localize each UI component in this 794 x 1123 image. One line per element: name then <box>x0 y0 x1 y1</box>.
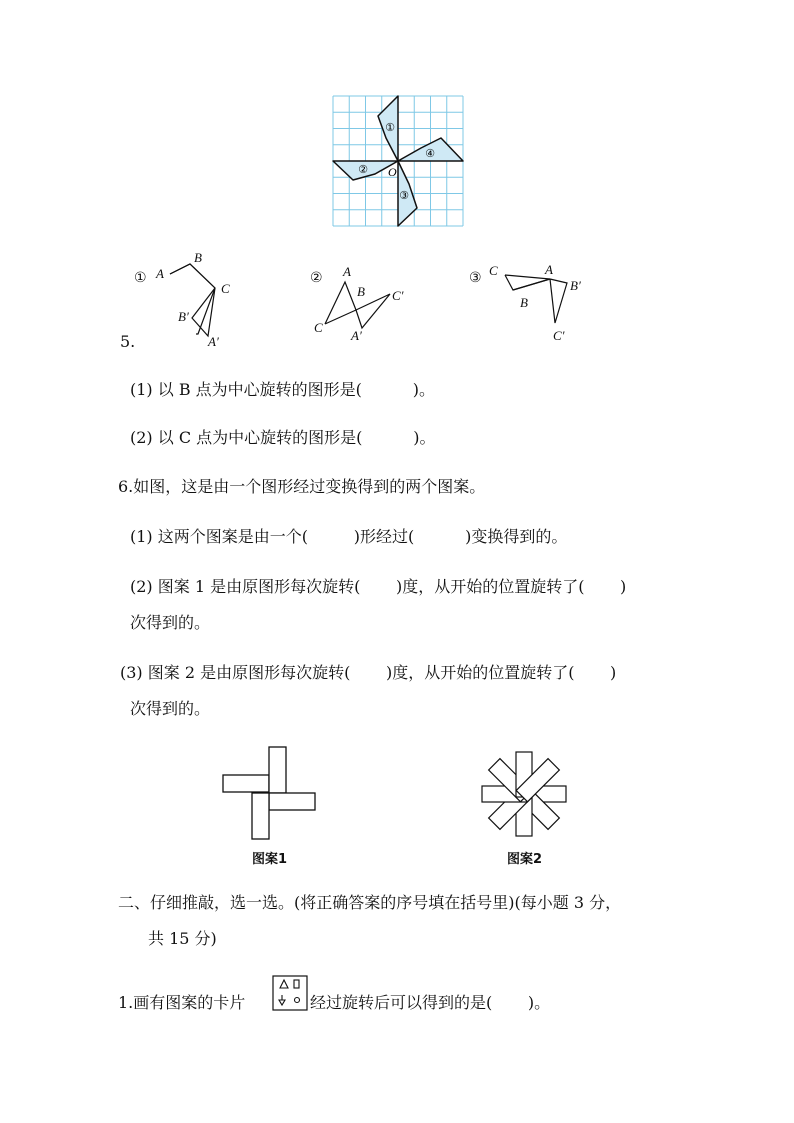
fig1-point-b-prime: B′ <box>178 309 189 324</box>
q6-sub3-line2: 次得到的。 <box>130 699 211 718</box>
fig2-point-a: A <box>343 264 351 279</box>
center-label-o: O <box>388 165 397 179</box>
q5-sub1: (1) 以 B 点为中心旋转的图形是( )。 <box>130 380 436 399</box>
fig1-point-a-prime: A′ <box>208 334 219 349</box>
fig2-point-c-prime: C′ <box>392 288 404 303</box>
q5-number: 5. <box>120 332 136 351</box>
q6-sub3-line1: (3) 图案 2 是由原图形每次旋转( )度，从开始的位置旋转了( ) <box>120 663 617 682</box>
figure2-number: ② <box>310 270 323 286</box>
label-1: ① <box>385 121 395 134</box>
fig3-point-b: B <box>520 295 528 310</box>
fig2-point-b: B <box>357 284 365 299</box>
pattern1-figure <box>222 746 318 842</box>
q5-sub2: (2) 以 C 点为中心旋转的图形是( )。 <box>130 428 436 447</box>
label-4: ④ <box>425 147 435 160</box>
card-pattern-icon <box>272 975 308 1011</box>
section2-heading-line1: 二、仔细推敲，选一选。(将正确答案的序号填在括号里)(每小题 3 分， <box>118 893 622 912</box>
fig1-point-c: C <box>221 281 230 296</box>
label-3: ③ <box>399 189 409 202</box>
section2-heading-line2: 共 15 分) <box>148 929 217 948</box>
fig1-point-b: B <box>194 250 202 265</box>
pattern2-figure <box>474 744 574 844</box>
q5-figure-3 <box>495 265 585 335</box>
fig2-point-a-prime: A′ <box>351 328 362 343</box>
fig3-point-c-prime: C′ <box>553 328 565 343</box>
fig3-point-a: A <box>545 262 553 277</box>
fig1-point-a: A <box>156 266 164 281</box>
q6-sub1: (1) 这两个图案是由一个( )形经过( )变换得到的。 <box>130 527 568 546</box>
rotation-grid-figure <box>333 96 463 226</box>
figure3-number: ③ <box>469 270 482 286</box>
q5-figure-2 <box>320 270 410 340</box>
label-2: ② <box>358 163 368 176</box>
pattern2-label: 图案2 <box>507 852 543 867</box>
section2-q1-suffix: 经过旋转后可以得到的是( )。 <box>310 993 551 1012</box>
q6-sub2-line2: 次得到的。 <box>130 613 211 632</box>
fig3-point-c: C <box>489 263 498 278</box>
fig2-point-c: C <box>314 320 323 335</box>
section2-q1-prefix: 1.画有图案的卡片 <box>118 993 246 1012</box>
pattern1-label: 图案1 <box>252 852 288 867</box>
q6-sub2-line1: (2) 图案 1 是由原图形每次旋转( )度，从开始的位置旋转了( ) <box>130 577 627 596</box>
fig3-point-b-prime: B′ <box>570 278 581 293</box>
figure1-number: ① <box>134 270 147 286</box>
q6-title: 6.如图，这是由一个图形经过变换得到的两个图案。 <box>118 477 486 496</box>
